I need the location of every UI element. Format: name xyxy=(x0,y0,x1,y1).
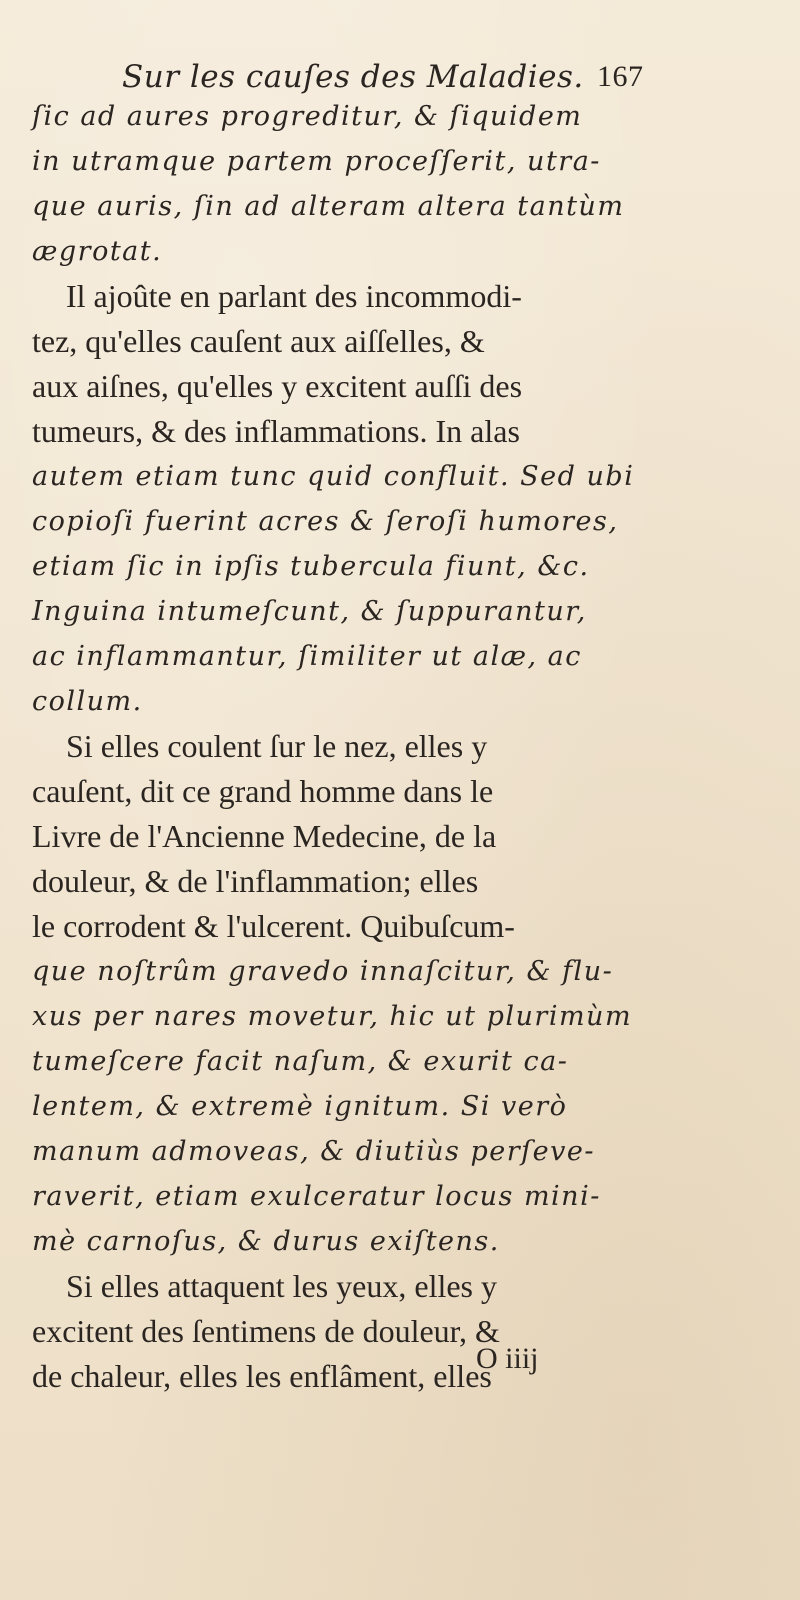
text-line: douleur, & de l'inflammation; elles xyxy=(32,863,479,899)
text-line: Livre de l'Ancienne Medecine, de la xyxy=(32,818,497,854)
text-line: xus per nares movetur, hic ut plurimùm xyxy=(32,1001,633,1032)
text-line: mè carnoſus, & durus exiſtens. xyxy=(32,1226,500,1257)
text-line: manum admoveas, & diutiùs perſeve- xyxy=(32,1136,595,1167)
text-line: autem etiam tunc quid confluit. Sed ubi xyxy=(32,461,635,492)
text-line: Si elles attaquent les yeux, elles y xyxy=(66,1268,497,1304)
text-line: ſic ad aures progreditur, & ſiquidem xyxy=(32,101,583,132)
text-line: Inguina intumeſcunt, & ſuppurantur, xyxy=(32,596,587,627)
text-line: Il ajoûte en parlant des incommodi- xyxy=(66,278,522,314)
running-header xyxy=(32,60,672,94)
text-line: de chaleur, elles les enflâment, elles xyxy=(32,1358,492,1394)
text-line: tumeurs, & des inflammations. In alas xyxy=(32,413,520,449)
signature-mark: O iiij xyxy=(476,1342,539,1375)
text-line: cauſent, dit ce grand homme dans le xyxy=(32,773,494,809)
text-line: excitent des ſentimens de douleur, & xyxy=(32,1313,500,1349)
text-line: le corrodent & l'ulcerent. Quibuſcum- xyxy=(32,908,515,944)
text-line: tez, qu'elles cauſent aux aiſſelles, & xyxy=(32,323,485,359)
page-number: 167 xyxy=(597,60,644,93)
text-line: Si elles coulent ſur le nez, elles y xyxy=(66,728,488,764)
text-line: raverit, etiam exulceratur locus mini- xyxy=(32,1181,601,1212)
body-text xyxy=(32,94,672,1399)
text-line: etiam ſic in ipſis tubercula fiunt, &c. xyxy=(32,551,590,582)
text-line: que noſtrûm gravedo innaſcitur, & flu- xyxy=(32,956,614,987)
text-line: copioſi fuerint acres & ſeroſi humores, xyxy=(32,506,619,537)
text-line: ac inflammantur, ſimiliter ut alæ, ac xyxy=(32,641,582,672)
running-title: Sur les cauſes des Maladies. xyxy=(122,59,584,95)
text-line: que auris, ſin ad alteram altera tantùm xyxy=(32,191,625,222)
page-text xyxy=(32,60,672,1399)
text-line: aux aiſnes, qu'elles y excitent auſſi des xyxy=(32,368,523,404)
text-line: lentem, & extremè ignitum. Si verò xyxy=(32,1091,568,1122)
text-line: in utramque partem proceſſerit, utra- xyxy=(32,146,601,177)
text-line: collum. xyxy=(32,686,143,717)
text-line: ægrotat. xyxy=(32,236,163,267)
text-line: tumeſcere facit naſum, & exurit ca- xyxy=(32,1046,569,1077)
